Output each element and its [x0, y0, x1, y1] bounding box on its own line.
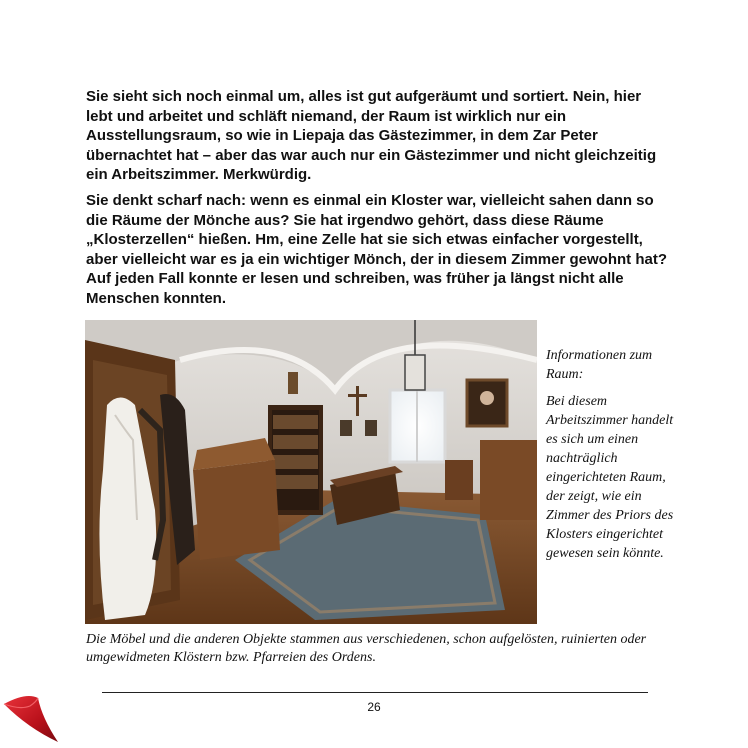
page-number: 26: [367, 700, 381, 714]
page-curl-icon: [0, 688, 60, 743]
paragraph-2: Sie denkt scharf nach: wenn es einmal ein Kloster war, vielleicht sahen dann so die Räume der Mönche aus? Sie hat irgendwo gehört, dass diese Räume „Klosterzellen“ hießen. Hm, eine Zelle hat sie sich etwas einfacher vorgestellt, aber vielleicht war es ja ein wichtiger Mönch, der in diesem Zimmer gewohnt hat? Auf jeden Fall konnte er lesen und schreiben, was früher ja längst nicht alle Menschen konnten.: [86, 192, 667, 307]
room-photo: [85, 320, 537, 624]
info-heading: Informationen zum Raum:: [546, 348, 653, 382]
footer-divider: [102, 692, 648, 693]
paragraph-1: Sie sieht sich noch einmal um, alles ist gut aufgeräumt und sortiert. Nein, hier lebt und arbeitet und schläft niemand, der Raum ist wirklich nur ein Ausstellungsraum, so wie in Liepaja das Gästezimmer, in dem Zar Peter übernachtet hat – aber das war auch nur ein Gästezimmer und nicht gleichzeitig ein Arbeitszimmer. Merkwürdig.: [86, 88, 657, 184]
info-text: Bei diesem Arbeitszimmer handelt es sich um einen nachträglich eingerichteten Raum, der zeigt, wie ein Zimmer des Priors des Klosters eingerichtet gewesen sein könnte.: [546, 394, 674, 561]
info-sidebar: [546, 346, 676, 571]
photo-caption: Die Möbel und die anderen Objekte stammen aus verschiedenen, schon aufgelösten, ruinierten oder umgewidmeten Klöstern bzw. Pfarreien des Ordens.: [86, 632, 647, 665]
